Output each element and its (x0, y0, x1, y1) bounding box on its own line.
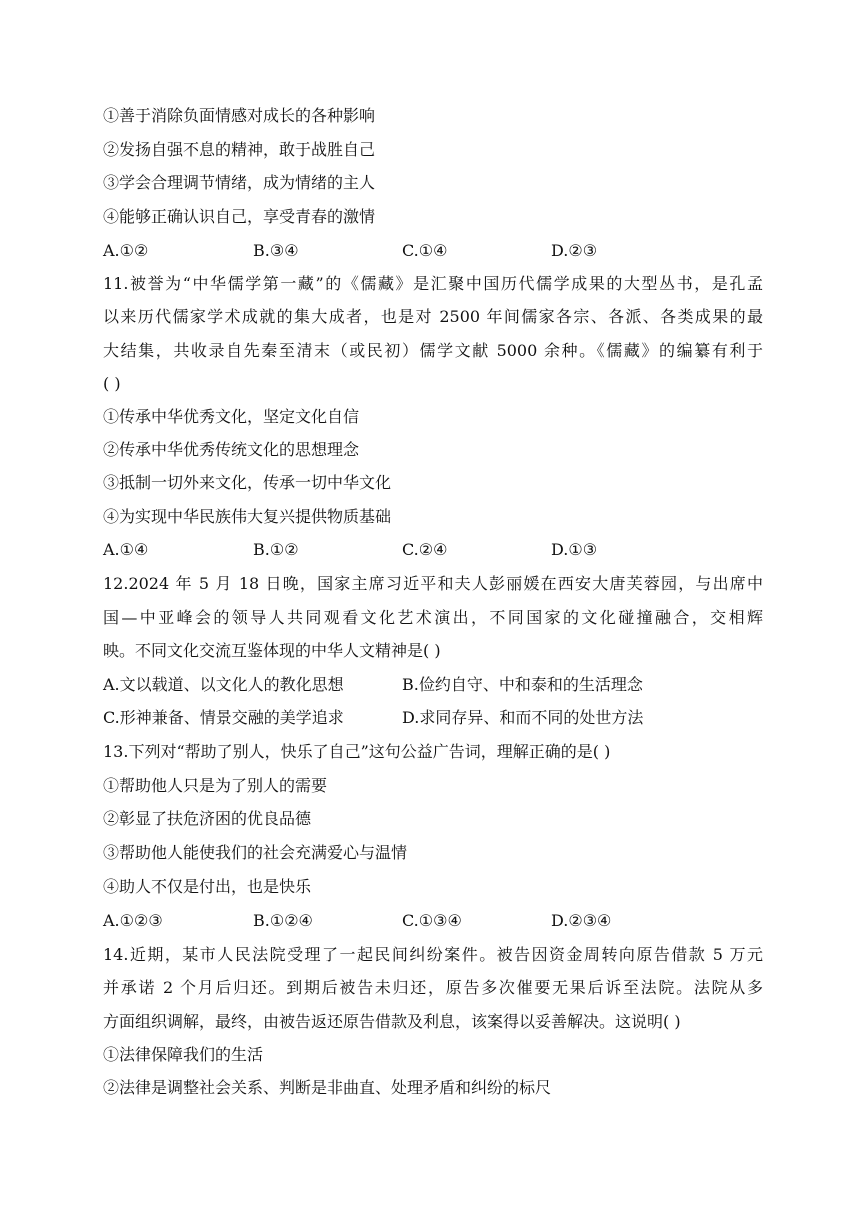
q10-option-a: A.①② (103, 241, 149, 260)
q12-options-row-1 (103, 674, 763, 696)
q11-option-c: C.②④ (402, 540, 448, 559)
q14-statement-2: ②法律是调整社会关系、判断是非曲直、处理矛盾和纠纷的标尺 (103, 1078, 552, 1097)
q10-option-c: C.①④ (402, 241, 448, 260)
q12-stem-line-3: 映。不同文化交流互鉴体现的中华人文精神是( ) (103, 641, 441, 660)
q13-statement-4: ④助人不仅是付出，也是快乐 (103, 877, 312, 896)
q13-statement-2: ②彰显了扶危济困的优良品德 (103, 809, 312, 828)
q14-stem-line-3: 方面组织调解，最终，由被告返还原告借款及利息，该案得以妥善解决。这说明( ) (103, 1012, 681, 1031)
q11-option-d: D.①③ (551, 540, 598, 559)
q10-statement-2: ②发扬自强不息的精神，敢于战胜自己 (103, 140, 376, 159)
q13-option-d: D.②③④ (551, 911, 612, 930)
q11-answer-blank: ( ) (103, 374, 121, 393)
q12-stem-line-1: 12.2024 年 5 月 18 日晚，国家主席习近平和夫人彭丽媛在西安大唐芙蓉园，与出席中 (103, 574, 763, 593)
q11-options (103, 539, 763, 561)
q13-statement-1: ①帮助他人只是为了别人的需要 (103, 776, 328, 795)
q12-options-row-2 (103, 707, 763, 729)
q13-option-a: A.①②③ (103, 911, 163, 930)
q11-stem-line-2: 以来历代儒家学术成就的集大成者，也是对 2500 年间儒家各宗、各派、各类成果的最 (103, 307, 763, 326)
q13-statement-3: ③帮助他人能使我们的社会充满爱心与温情 (103, 843, 408, 862)
q11-stem-line-1: 11.被誉为“中华儒学第一藏”的《儒藏》是汇聚中国历代儒学成果的大型丛书，是孔孟 (103, 274, 763, 293)
q10-options (103, 240, 763, 262)
q13-options (103, 910, 763, 932)
q10-statement-3: ③学会合理调节情绪，成为情绪的主人 (103, 173, 376, 192)
q10-statement-1: ①善于消除负面情感对成长的各种影响 (103, 106, 376, 125)
q13-stem: 13.下列对“帮助了别人，快乐了自己”这句公益广告词，理解正确的是( ) (103, 742, 611, 761)
q11-statement-2: ②传承中华优秀传统文化的思想理念 (103, 440, 360, 459)
q13-option-c: C.①③④ (402, 911, 462, 930)
q11-statement-1: ①传承中华优秀文化，坚定文化自信 (103, 407, 360, 426)
q14-statement-1: ①法律保障我们的生活 (103, 1045, 264, 1064)
q11-option-b: B.①② (253, 540, 299, 559)
q13-option-b: B.①②④ (253, 911, 313, 930)
q11-stem-line-3: 大结集，共收录自先秦至清末（或民初）儒学文献 5000 余种。《儒藏》的编纂有利于 (103, 341, 763, 360)
q12-option-c: C.形神兼备、情景交融的美学追求 (103, 708, 344, 727)
q10-statement-4: ④能够正确认识自己，享受青春的激情 (103, 207, 376, 226)
q12-option-d: D.求同存异、和而不同的处世方法 (402, 708, 644, 727)
q11-statement-4: ④为实现中华民族伟大复兴提供物质基础 (103, 507, 392, 526)
q10-option-d: D.②③ (551, 241, 598, 260)
q10-option-b: B.③④ (253, 241, 299, 260)
q12-stem-line-2: 国—中亚峰会的领导人共同观看文化艺术演出，不同国家的文化碰撞融合，交相辉 (103, 608, 763, 627)
q11-option-a: A.①④ (103, 540, 149, 559)
q14-stem-line-1: 14.近期，某市人民法院受理了一起民间纠纷案件。被告因资金周转向原告借款 5 万元 (103, 945, 763, 964)
q12-option-a: A.文以载道、以文化人的教化思想 (103, 675, 344, 694)
q14-stem-line-2: 并承诺 2 个月后归还。到期后被告未归还，原告多次催要无果后诉至法院。法院从多 (103, 978, 763, 997)
q12-option-b: B.俭约自守、中和泰和的生活理念 (402, 675, 643, 694)
q11-statement-3: ③抵制一切外来文化，传承一切中华文化 (103, 473, 392, 492)
